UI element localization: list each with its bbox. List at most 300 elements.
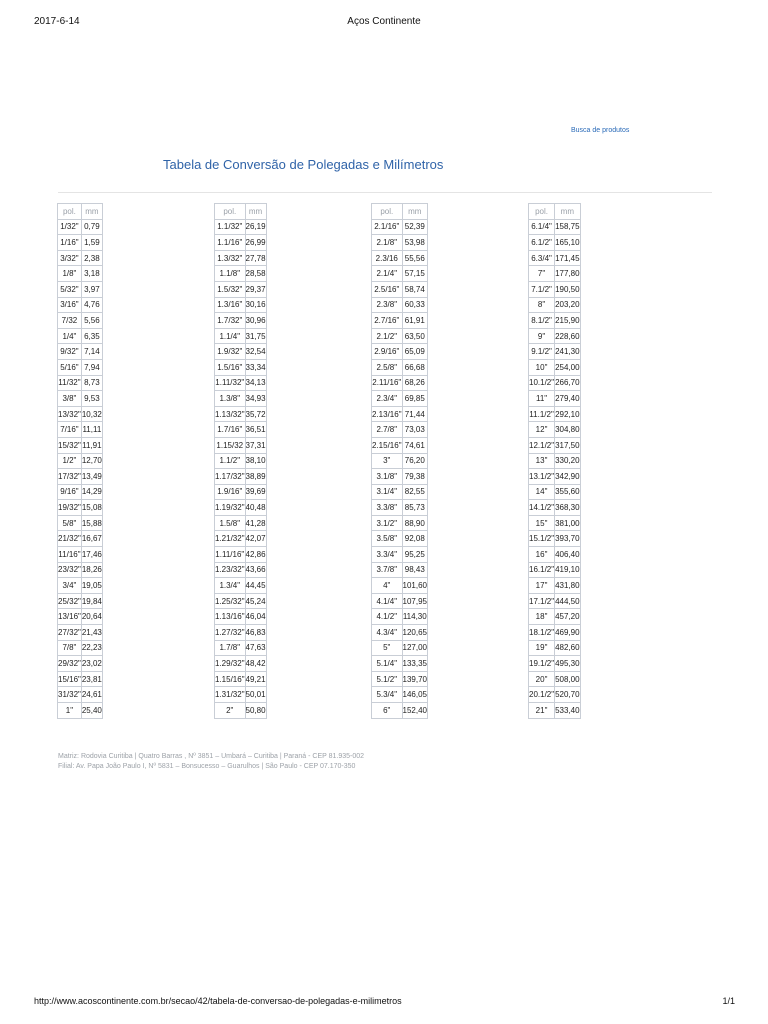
- inch-cell: 1/2": [58, 453, 82, 469]
- inch-cell: 3.5/8": [372, 531, 403, 547]
- print-date: 2017-6-14: [34, 16, 80, 27]
- mm-cell: 8,73: [81, 375, 102, 391]
- conversion-table-1: [57, 203, 103, 719]
- inch-cell: 1.7/8": [215, 640, 246, 656]
- table-row: [529, 656, 581, 672]
- inch-cell: 20": [529, 671, 555, 687]
- inch-cell: 3.3/4": [372, 547, 403, 563]
- inch-cell: 2.7/8": [372, 422, 403, 438]
- mm-cell: 171,45: [555, 250, 580, 266]
- mm-cell: 42,07: [245, 531, 266, 547]
- inch-cell: 21/32": [58, 531, 82, 547]
- mm-cell: 43,66: [245, 562, 266, 578]
- address-filial: Filial: Av. Papa João Paulo I, Nº 5831 – Bonsucesso – Guarulhos | São Paulo - CEP 07.170-350: [58, 763, 356, 770]
- table-row: [372, 500, 428, 516]
- inch-cell: 2.3/16: [372, 250, 403, 266]
- inch-cell: 14": [529, 484, 555, 500]
- table-row: [58, 547, 103, 563]
- inch-cell: 2.13/16": [372, 406, 403, 422]
- table-row: [529, 375, 581, 391]
- inch-cell: 7/32: [58, 313, 82, 329]
- inch-cell: 4.3/4": [372, 625, 403, 641]
- page-url: http://www.acoscontinente.com.br/secao/42/tabela-de-conversao-de-polegadas-e-milimetros: [34, 996, 402, 1006]
- inch-cell: 1/8": [58, 266, 82, 282]
- mm-cell: 48,42: [245, 656, 266, 672]
- mm-cell: 79,38: [402, 469, 427, 485]
- table-row: [529, 609, 581, 625]
- table-row: [215, 422, 267, 438]
- page-number: 1/1: [722, 996, 735, 1006]
- inch-cell: 1.27/32": [215, 625, 246, 641]
- inch-cell: 1.1/4": [215, 328, 246, 344]
- inch-cell: 10.1/2": [529, 375, 555, 391]
- mm-cell: 254,00: [555, 359, 580, 375]
- table-row: [58, 625, 103, 641]
- table-row: [529, 687, 581, 703]
- inch-cell: 3.1/4": [372, 484, 403, 500]
- mm-cell: 76,20: [402, 453, 427, 469]
- table-row: [372, 515, 428, 531]
- mm-cell: 17,46: [81, 547, 102, 563]
- inch-cell: 1.7/32": [215, 313, 246, 329]
- table-row: [58, 578, 103, 594]
- header-mm: mm: [555, 204, 580, 220]
- mm-cell: 13,49: [81, 469, 102, 485]
- mm-cell: 23,02: [81, 656, 102, 672]
- inch-cell: 13": [529, 453, 555, 469]
- inch-cell: 1.15/32: [215, 437, 246, 453]
- header-mm: mm: [81, 204, 102, 220]
- table-row: [215, 313, 267, 329]
- table-row: [529, 531, 581, 547]
- table-row: [372, 422, 428, 438]
- table-row: [58, 515, 103, 531]
- inch-cell: 1.13/16": [215, 609, 246, 625]
- inch-cell: 1/4": [58, 328, 82, 344]
- inch-cell: 1.1/32": [215, 219, 246, 235]
- mm-cell: 55,56: [402, 250, 427, 266]
- table-row: [58, 484, 103, 500]
- mm-cell: 533,40: [555, 703, 580, 719]
- mm-cell: 520,70: [555, 687, 580, 703]
- mm-cell: 45,24: [245, 593, 266, 609]
- table-row: [58, 406, 103, 422]
- mm-cell: 107,95: [402, 593, 427, 609]
- mm-cell: 74,61: [402, 437, 427, 453]
- table-row: [58, 593, 103, 609]
- mm-cell: 2,38: [81, 250, 102, 266]
- table-row: [58, 640, 103, 656]
- inch-cell: 1.3/16": [215, 297, 246, 313]
- mm-cell: 292,10: [555, 406, 580, 422]
- table-row: [529, 640, 581, 656]
- inch-cell: 11.1/2": [529, 406, 555, 422]
- table-row: [215, 515, 267, 531]
- mm-cell: 39,69: [245, 484, 266, 500]
- table-header-row: [529, 204, 581, 220]
- search-products-link[interactable]: Busca de produtos: [571, 127, 630, 134]
- inch-cell: 1.5/16": [215, 359, 246, 375]
- table-row: [58, 219, 103, 235]
- inch-cell: 2.1/2": [372, 328, 403, 344]
- mm-cell: 6,35: [81, 328, 102, 344]
- inch-cell: 15/32": [58, 437, 82, 453]
- mm-cell: 73,03: [402, 422, 427, 438]
- mm-cell: 98,43: [402, 562, 427, 578]
- table-row: [215, 593, 267, 609]
- inch-cell: 13/32": [58, 406, 82, 422]
- inch-cell: 2.3/8": [372, 297, 403, 313]
- table-row: [372, 344, 428, 360]
- inch-cell: 5/8": [58, 515, 82, 531]
- inch-cell: 11/32": [58, 375, 82, 391]
- inch-cell: 1.1/8": [215, 266, 246, 282]
- mm-cell: 40,48: [245, 500, 266, 516]
- table-row: [529, 500, 581, 516]
- table-row: [215, 328, 267, 344]
- mm-cell: 23,81: [81, 671, 102, 687]
- inch-cell: 2": [215, 703, 246, 719]
- table-row: [215, 437, 267, 453]
- inch-cell: 4.1/2": [372, 609, 403, 625]
- table-row: [58, 437, 103, 453]
- inch-cell: 1.25/32": [215, 593, 246, 609]
- table-row: [215, 562, 267, 578]
- inch-cell: 18": [529, 609, 555, 625]
- table-row: [215, 266, 267, 282]
- mm-cell: 3,97: [81, 281, 102, 297]
- table-row: [215, 281, 267, 297]
- table-row: [372, 593, 428, 609]
- mm-cell: 317,50: [555, 437, 580, 453]
- mm-cell: 457,20: [555, 609, 580, 625]
- mm-cell: 29,37: [245, 281, 266, 297]
- table-row: [215, 671, 267, 687]
- inch-cell: 1.7/16": [215, 422, 246, 438]
- mm-cell: 215,90: [555, 313, 580, 329]
- table-row: [529, 250, 581, 266]
- table-row: [529, 266, 581, 282]
- inch-cell: 8": [529, 297, 555, 313]
- inch-cell: 3.3/8": [372, 500, 403, 516]
- table-row: [372, 703, 428, 719]
- table-row: [58, 281, 103, 297]
- mm-cell: 36,51: [245, 422, 266, 438]
- mm-cell: 34,93: [245, 391, 266, 407]
- inch-cell: 15.1/2": [529, 531, 555, 547]
- inch-cell: 1.9/32": [215, 344, 246, 360]
- table-header-row: [372, 204, 428, 220]
- inch-cell: 1.5/32": [215, 281, 246, 297]
- mm-cell: 482,60: [555, 640, 580, 656]
- inch-cell: 5.3/4": [372, 687, 403, 703]
- table-row: [372, 671, 428, 687]
- inch-cell: 19/32": [58, 500, 82, 516]
- inch-cell: 6": [372, 703, 403, 719]
- inch-cell: 21": [529, 703, 555, 719]
- table-row: [215, 547, 267, 563]
- mm-cell: 41,28: [245, 515, 266, 531]
- inch-cell: 2.5/8": [372, 359, 403, 375]
- table-row: [372, 437, 428, 453]
- header-pol: pol.: [372, 204, 403, 220]
- header-pol: pol.: [58, 204, 82, 220]
- table-row: [372, 250, 428, 266]
- table-row: [58, 359, 103, 375]
- table-row: [372, 531, 428, 547]
- table-row: [215, 578, 267, 594]
- table-row: [58, 313, 103, 329]
- inch-cell: 4": [372, 578, 403, 594]
- mm-cell: 49,21: [245, 671, 266, 687]
- mm-cell: 26,19: [245, 219, 266, 235]
- inch-cell: 16": [529, 547, 555, 563]
- mm-cell: 25,40: [81, 703, 102, 719]
- inch-cell: 14.1/2": [529, 500, 555, 516]
- inch-cell: 1.29/32": [215, 656, 246, 672]
- mm-cell: 28,58: [245, 266, 266, 282]
- table-row: [372, 547, 428, 563]
- mm-cell: 33,34: [245, 359, 266, 375]
- header-mm: mm: [245, 204, 266, 220]
- inch-cell: 5.1/2": [372, 671, 403, 687]
- inch-cell: 1.19/32": [215, 500, 246, 516]
- mm-cell: 330,20: [555, 453, 580, 469]
- mm-cell: 177,80: [555, 266, 580, 282]
- mm-cell: 27,78: [245, 250, 266, 266]
- mm-cell: 190,50: [555, 281, 580, 297]
- inch-cell: 3/16": [58, 297, 82, 313]
- table-row: [529, 328, 581, 344]
- inch-cell: 2.3/4": [372, 391, 403, 407]
- mm-cell: 15,08: [81, 500, 102, 516]
- mm-cell: 14,29: [81, 484, 102, 500]
- mm-cell: 19,84: [81, 593, 102, 609]
- inch-cell: 3.1/8": [372, 469, 403, 485]
- table-row: [215, 469, 267, 485]
- table-row: [58, 375, 103, 391]
- table-row: [372, 281, 428, 297]
- table-row: [215, 531, 267, 547]
- table-row: [529, 703, 581, 719]
- inch-cell: 1.1/16": [215, 235, 246, 251]
- inch-cell: 1.13/32": [215, 406, 246, 422]
- mm-cell: 9,53: [81, 391, 102, 407]
- mm-cell: 47,63: [245, 640, 266, 656]
- table-row: [58, 266, 103, 282]
- table-row: [215, 344, 267, 360]
- inch-cell: 3.1/2": [372, 515, 403, 531]
- mm-cell: 46,04: [245, 609, 266, 625]
- inch-cell: 1.23/32": [215, 562, 246, 578]
- inch-cell: 1.11/32": [215, 375, 246, 391]
- inch-cell: 10": [529, 359, 555, 375]
- table-row: [372, 328, 428, 344]
- inch-cell: 5/32": [58, 281, 82, 297]
- table-row: [529, 469, 581, 485]
- mm-cell: 7,14: [81, 344, 102, 360]
- inch-cell: 9/16": [58, 484, 82, 500]
- inch-cell: 7/16": [58, 422, 82, 438]
- inch-cell: 9/32": [58, 344, 82, 360]
- table-row: [529, 359, 581, 375]
- mm-cell: 82,55: [402, 484, 427, 500]
- mm-cell: 304,80: [555, 422, 580, 438]
- table-row: [529, 671, 581, 687]
- table-row: [372, 297, 428, 313]
- inch-cell: 1.11/16": [215, 547, 246, 563]
- table-row: [215, 484, 267, 500]
- table-row: [372, 640, 428, 656]
- table-row: [215, 640, 267, 656]
- table-row: [215, 406, 267, 422]
- address-matriz: Matriz: Rodovia Curitiba | Quatro Barras , Nº 3851 – Umbará – Curitiba | Paraná - CEP 81.935-002: [58, 753, 365, 760]
- header-mm: mm: [402, 204, 427, 220]
- company-address-footer: [58, 752, 364, 772]
- conversion-table-3: [371, 203, 428, 719]
- inch-cell: 5": [372, 640, 403, 656]
- inch-cell: 4.1/4": [372, 593, 403, 609]
- inch-cell: 2.9/16": [372, 344, 403, 360]
- table-row: [58, 687, 103, 703]
- inch-cell: 5/16": [58, 359, 82, 375]
- inch-cell: 11/16": [58, 547, 82, 563]
- mm-cell: 127,00: [402, 640, 427, 656]
- mm-cell: 158,75: [555, 219, 580, 235]
- inch-cell: 1": [58, 703, 82, 719]
- table-row: [372, 578, 428, 594]
- table-row: [58, 453, 103, 469]
- mm-cell: 419,10: [555, 562, 580, 578]
- table-row: [529, 484, 581, 500]
- mm-cell: 1,59: [81, 235, 102, 251]
- page-title: Tabela de Conversão de Polegadas e Milímetros: [163, 157, 444, 172]
- table-row: [529, 547, 581, 563]
- table-row: [58, 344, 103, 360]
- inch-cell: 1.17/32": [215, 469, 246, 485]
- table-row: [215, 297, 267, 313]
- inch-cell: 3.7/8": [372, 562, 403, 578]
- inch-cell: 20.1/2": [529, 687, 555, 703]
- table-row: [372, 484, 428, 500]
- table-row: [372, 609, 428, 625]
- inch-cell: 3/32": [58, 250, 82, 266]
- inch-cell: 7": [529, 266, 555, 282]
- mm-cell: 42,86: [245, 547, 266, 563]
- mm-cell: 60,33: [402, 297, 427, 313]
- inch-cell: 2.5/16": [372, 281, 403, 297]
- table-row: [372, 453, 428, 469]
- table-row: [58, 609, 103, 625]
- mm-cell: 38,10: [245, 453, 266, 469]
- table-row: [58, 328, 103, 344]
- inch-cell: 27/32": [58, 625, 82, 641]
- mm-cell: 165,10: [555, 235, 580, 251]
- mm-cell: 20,64: [81, 609, 102, 625]
- table-row: [58, 422, 103, 438]
- table-row: [372, 687, 428, 703]
- table-row: [529, 437, 581, 453]
- table-row: [529, 515, 581, 531]
- inch-cell: 1.1/2": [215, 453, 246, 469]
- table-row: [529, 578, 581, 594]
- table-row: [372, 656, 428, 672]
- mm-cell: 393,70: [555, 531, 580, 547]
- inch-cell: 1.3/32": [215, 250, 246, 266]
- inch-cell: 1.9/16": [215, 484, 246, 500]
- inch-cell: 1.5/8": [215, 515, 246, 531]
- table-row: [529, 625, 581, 641]
- mm-cell: 342,90: [555, 469, 580, 485]
- table-row: [215, 235, 267, 251]
- mm-cell: 381,00: [555, 515, 580, 531]
- mm-cell: 101,60: [402, 578, 427, 594]
- inch-cell: 7.1/2": [529, 281, 555, 297]
- mm-cell: 66,68: [402, 359, 427, 375]
- table-row: [58, 250, 103, 266]
- table-row: [529, 593, 581, 609]
- print-header: [0, 16, 768, 30]
- print-title: Aços Continente: [347, 16, 421, 27]
- inch-cell: 17.1/2": [529, 593, 555, 609]
- mm-cell: 120,65: [402, 625, 427, 641]
- inch-cell: 13.1/2": [529, 469, 555, 485]
- table-row: [372, 266, 428, 282]
- inch-cell: 3/8": [58, 391, 82, 407]
- conversion-table-4: [528, 203, 581, 719]
- mm-cell: 10,32: [81, 406, 102, 422]
- inch-cell: 2.1/16": [372, 219, 403, 235]
- mm-cell: 46,83: [245, 625, 266, 641]
- mm-cell: 152,40: [402, 703, 427, 719]
- mm-cell: 139,70: [402, 671, 427, 687]
- mm-cell: 11,91: [81, 437, 102, 453]
- table-row: [372, 562, 428, 578]
- inch-cell: 12.1/2": [529, 437, 555, 453]
- mm-cell: 61,91: [402, 313, 427, 329]
- mm-cell: 203,20: [555, 297, 580, 313]
- inch-cell: 2.1/4": [372, 266, 403, 282]
- table-header-row: [215, 204, 267, 220]
- inch-cell: 19.1/2": [529, 656, 555, 672]
- mm-cell: 146,05: [402, 687, 427, 703]
- mm-cell: 241,30: [555, 344, 580, 360]
- mm-cell: 30,16: [245, 297, 266, 313]
- inch-cell: 19": [529, 640, 555, 656]
- mm-cell: 16,67: [81, 531, 102, 547]
- mm-cell: 114,30: [402, 609, 427, 625]
- mm-cell: 469,90: [555, 625, 580, 641]
- mm-cell: 15,88: [81, 515, 102, 531]
- mm-cell: 133,35: [402, 656, 427, 672]
- mm-cell: 50,01: [245, 687, 266, 703]
- inch-cell: 6.3/4": [529, 250, 555, 266]
- table-row: [372, 375, 428, 391]
- inch-cell: 6.1/4": [529, 219, 555, 235]
- table-row: [529, 235, 581, 251]
- table-row: [215, 219, 267, 235]
- mm-cell: 31,75: [245, 328, 266, 344]
- header-pol: pol.: [529, 204, 555, 220]
- inch-cell: 17": [529, 578, 555, 594]
- table-row: [529, 391, 581, 407]
- mm-cell: 12,70: [81, 453, 102, 469]
- mm-cell: 279,40: [555, 391, 580, 407]
- table-row: [215, 687, 267, 703]
- inch-cell: 1/32": [58, 219, 82, 235]
- mm-cell: 71,44: [402, 406, 427, 422]
- table-row: [372, 625, 428, 641]
